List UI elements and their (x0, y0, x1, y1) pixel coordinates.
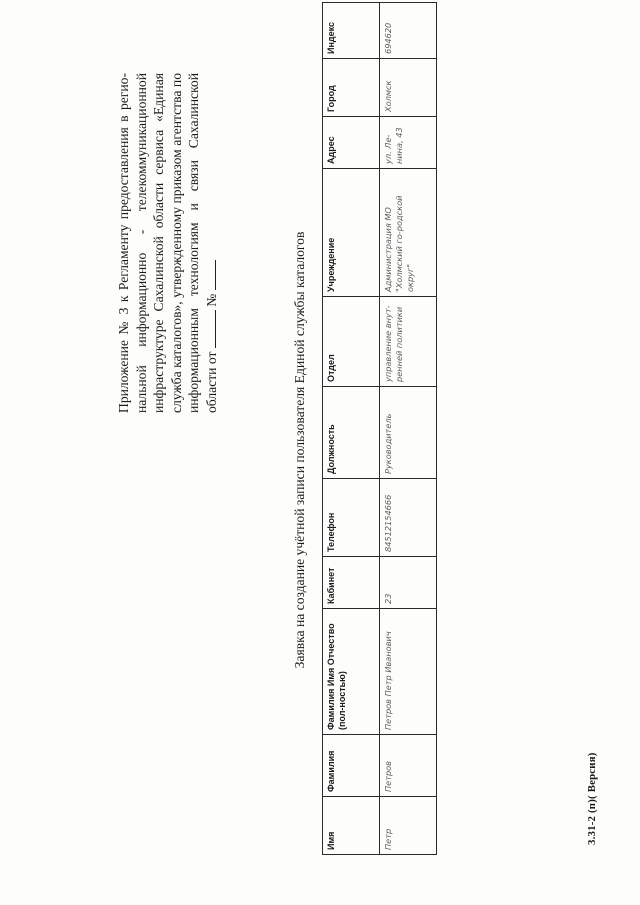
header-postal-code: Индекс (323, 3, 380, 59)
number-blank (203, 260, 216, 290)
header-position: Должность (323, 387, 380, 479)
cell-full-name: Петров Петр Иванович (380, 609, 437, 735)
header-organization: Учреждение (323, 169, 380, 297)
appendix-note-text: Приложение № 3 к Регламенту предоставления в региональной информационно - телекоммуникационной инфраструктуре Сахалинской области сервиса «Единая служба каталогов», утвержденному приказом агентства по информационным технологиям и связи Сахалинской области от (116, 73, 219, 413)
cell-department: управление внут-ренней политики (380, 297, 437, 387)
cell-first-name: Петр (380, 797, 437, 855)
header-address: Адрес (323, 117, 380, 169)
cell-phone: 84512154666 (380, 479, 437, 557)
request-table (322, 2, 437, 855)
number-sign: № (203, 293, 219, 307)
header-department: Отдел (323, 297, 380, 387)
header-city: Город (323, 59, 380, 117)
version-label: 3.31-2 (п)( Версия) (586, 752, 598, 845)
cell-address: ул. Ле-нина, 43 (380, 117, 437, 169)
cell-office: 23 (380, 557, 437, 609)
header-full-name: Фамилия Имя Отчество (пол-ностью) (323, 609, 380, 735)
header-phone: Телефон (323, 479, 380, 557)
cell-city: Холмск (380, 59, 437, 117)
form-title: Заявка на создание учётной записи пользователя Единой службы каталогов (292, 231, 307, 669)
cell-organization: Администрация МО "Холмский го-родской округ" (380, 169, 437, 297)
cell-last-name: Петров (380, 735, 437, 797)
cell-position: Руководитель (380, 387, 437, 479)
header-office: Кабинет (323, 557, 380, 609)
header-first-name: Имя (323, 797, 380, 855)
appendix-note (115, 73, 221, 413)
header-last-name: Фамилия (323, 735, 380, 797)
date-blank (203, 310, 216, 348)
table-header-row (323, 3, 380, 855)
table-row (380, 3, 437, 855)
cell-postal-code: 694620 (380, 3, 437, 59)
